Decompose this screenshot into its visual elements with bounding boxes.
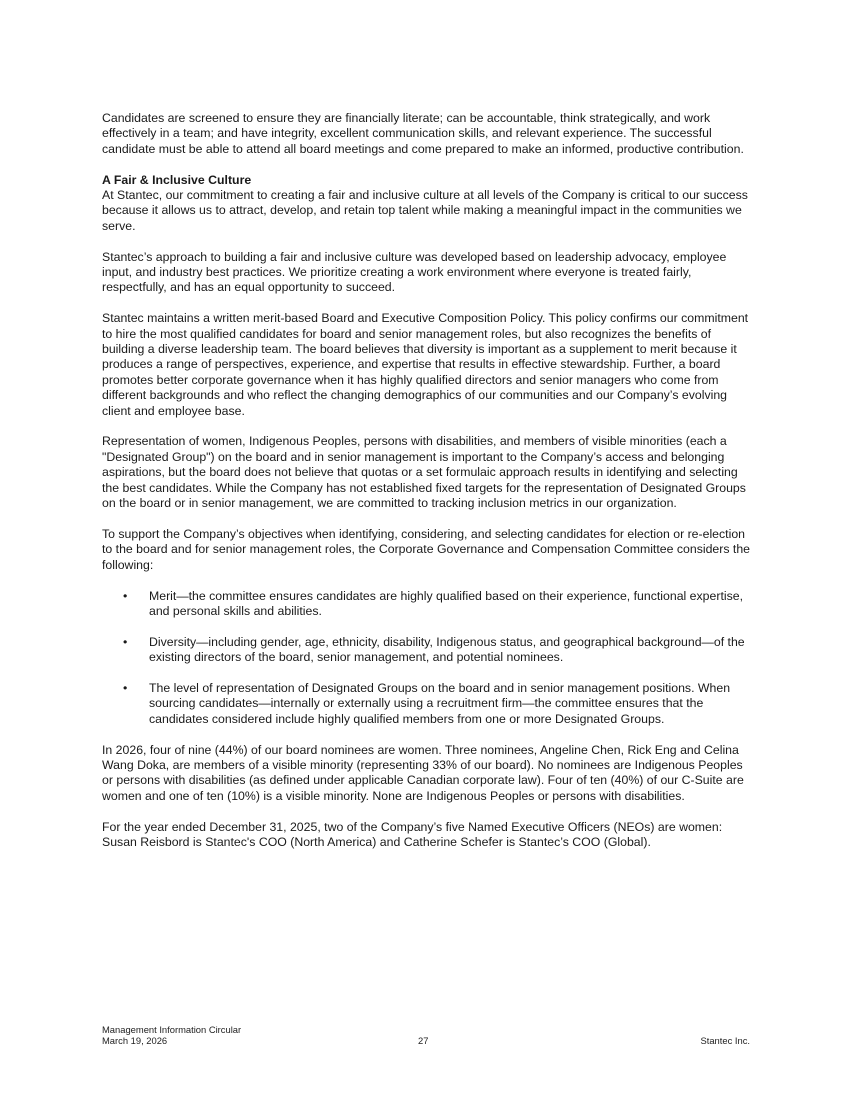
paragraph-board-representation: In 2026, four of nine (44%) of our board nominees are women. Three nominees, Angeline Chen, Rick Eng and Celina Wang Doka, are members of a visible minority (representing 33% of our board). No nominees are Indigenous Peoples or persons with disabilities (as defined under applicable Canadian corporate law). Four of ten (40%) of our C-Suite are women and one of ten (10%) is a visible minority. None are Indigenous Peoples or persons with disabilities. — [102, 742, 744, 803]
paragraph-candidate-screening: Candidates are screened to ensure they are financially literate; can be accountable, think strategically, and work effectively in a team; and have integrity, excellent communication skills, and relevant experience. The successful candidate must be able to attend all board meetings and come prepared to make an informed, productive contribution. — [102, 111, 744, 156]
paragraph-approach: Stantec’s approach to building a fair and inclusive culture was developed based on leadership advocacy, employee input, and industry best practices. We prioritize creating a work environment where everyone is treated fairly, respectfully, and has an equal opportunity to succeed. — [102, 249, 727, 295]
considerations-list — [102, 589, 752, 728]
paragraph-neo-representation: For the year ended December 31, 2025, two of the Company’s five Named Executive Officers (NEOs) are women: Susan Reisbord is Stantec's COO (North America) and Catherine Schefer is Stantec’s COO (Global). — [102, 819, 723, 849]
section-heading: A Fair & Inclusive Culture — [102, 172, 252, 187]
page-body — [102, 111, 752, 866]
paragraph-commitment: At Stantec, our commitment to creating a fair and inclusive culture at all levels of the Company is critical to our success because it allows us to attract, develop, and retain top talent while making a meaningful impact in the communities we serve. — [102, 188, 748, 233]
page-number: 27 — [418, 1035, 429, 1046]
paragraph-composition-policy: Stantec maintains a written merit-based Board and Executive Composition Policy. This policy confirms our commitment to hire the most qualified candidates for board and senior management roles, but also recognizes the benefits of building a diverse leadership team. The board believes that diversity is important as a supplement to merit because it produces a range of perspectives, experience, and expertise that results in effective stewardship. Further, a board promotes better corporate governance when it has highly qualified directors and senior managers who come from different backgrounds and who reflect the changing demographics of our communities and our Company’s evolving client and employee base. — [102, 311, 749, 418]
bullet-icon: • — [123, 588, 128, 603]
list-item-text: Merit—the committee ensures candidates are highly qualified based on their experience, functional expertise, and personal skills and abilities. — [149, 588, 743, 618]
list-item — [102, 635, 752, 666]
footer-date: March 19, 2026 — [102, 1035, 168, 1046]
footer-company: Stantec Inc. — [700, 1035, 750, 1046]
list-item-text: Diversity—including gender, age, ethnicity, disability, Indigenous status, and geographical background—of the existing directors of the board, senior management, and potential nominees. — [149, 634, 745, 665]
paragraph-designated-groups: Representation of women, Indigenous Peoples, persons with disabilities, and members of visible minorities (each a "Designated Group") on the board and in senior management is important to the Company’s access and belonging aspirations, but the board does not believe that quotas or a set formulaic approach results in identifying and selecting the best candidates. While the Company has not established fixed targets for the representation of Designated Groups on the board or in senior management, we are committed to tracking inclusion metrics in our organization. — [102, 434, 746, 511]
footer-doc-title: Management Information Circular — [102, 1024, 242, 1035]
list-item — [102, 589, 752, 620]
section-fair-inclusive-culture — [102, 173, 752, 235]
footer-left — [102, 1024, 241, 1046]
list-item-text: The level of representation of Designated Groups on the board and in senior management positions. When sourcing candidates—internally or externally using a recruitment firm—the committee ensures that the candidates considered include highly qualified members from one or more Designated Groups. — [149, 680, 731, 726]
list-item — [102, 681, 752, 727]
bullet-icon: • — [123, 634, 128, 649]
paragraph-committee-considerations: To support the Company’s objectives when identifying, considering, and selecting candidates for election or re-election to the board and for senior management roles, the Corporate Governance and Compensation Committee considers the following: — [102, 526, 751, 572]
bullet-icon: • — [123, 680, 128, 695]
